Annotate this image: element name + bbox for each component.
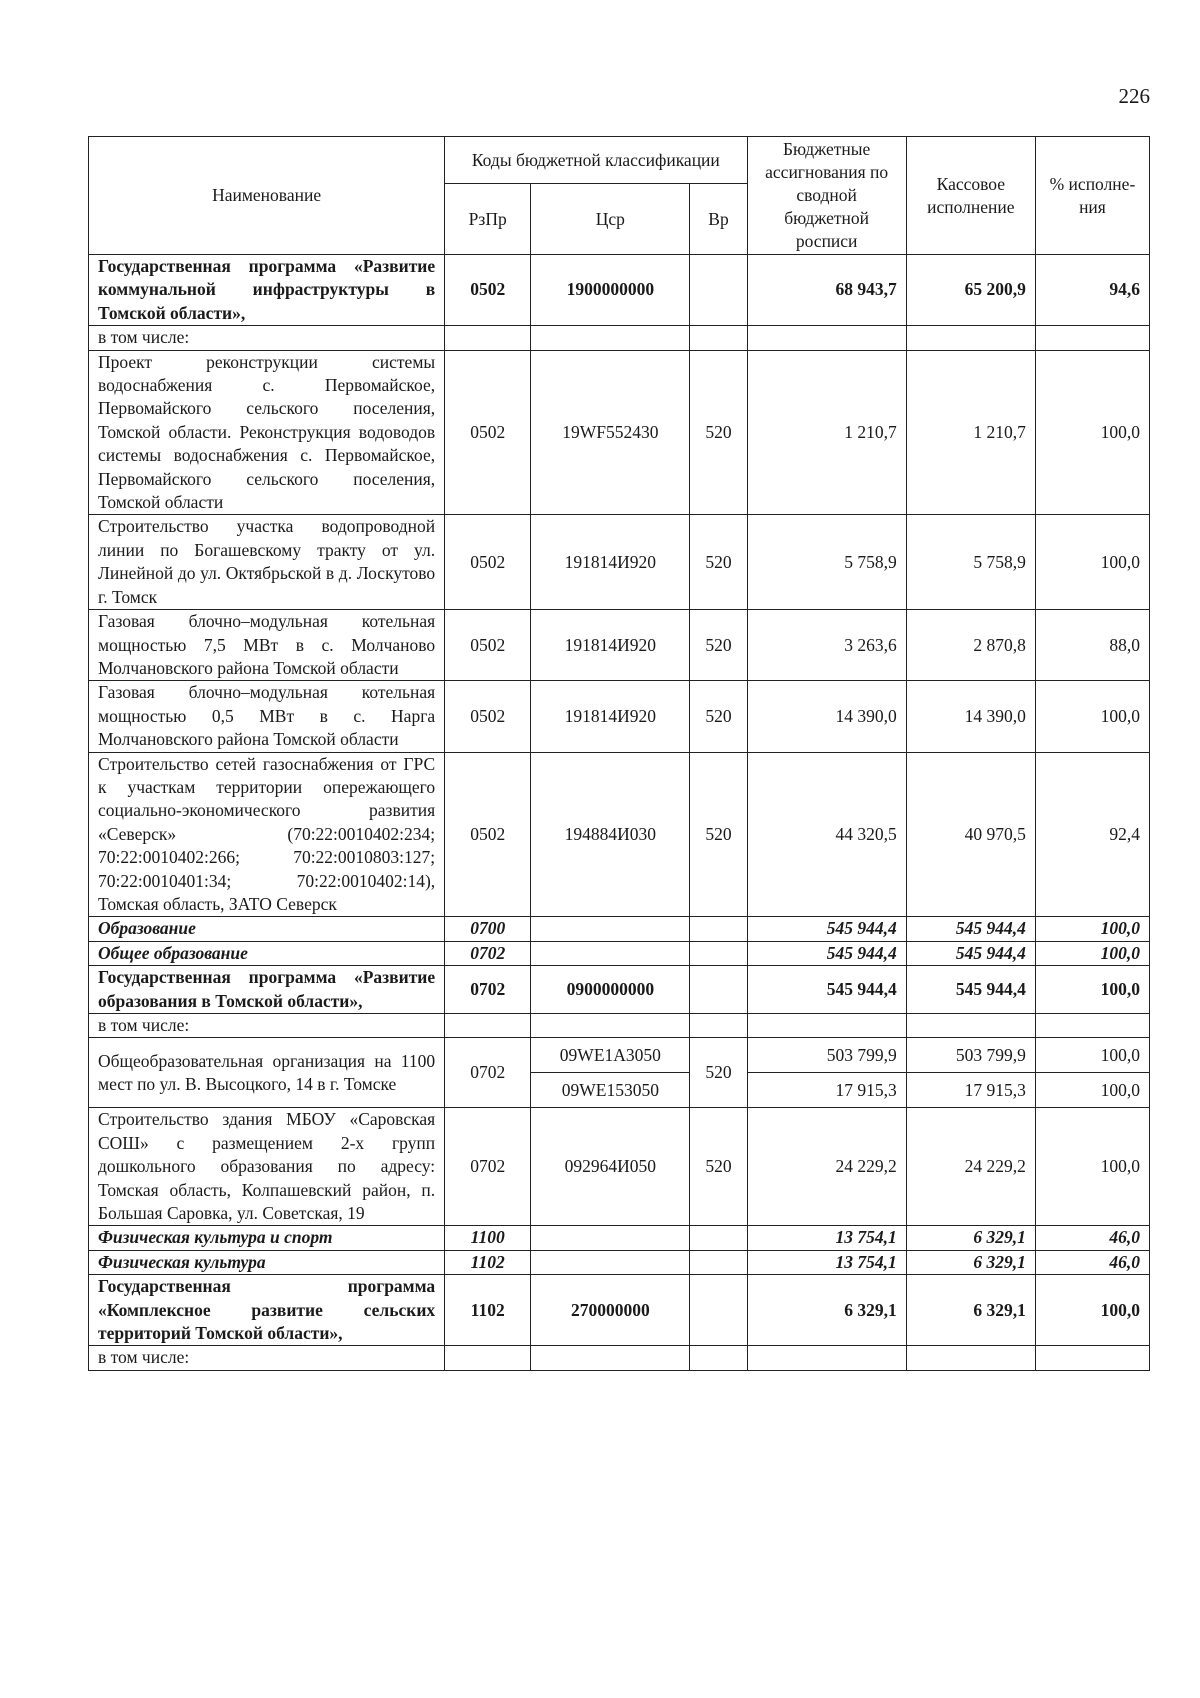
row-name: Государственная программа «Развитие коммунальной инфраструктуры в Томской области», [89, 255, 445, 326]
row-exec: 24 229,2 [906, 1108, 1035, 1226]
table-row [89, 1108, 1150, 1226]
section-row [89, 1226, 1150, 1250]
row-name: Общеобразовательная организация на 1100 мест по ул. В. Высоцкого, 14 в г. Томске [89, 1038, 445, 1108]
empty-cell [531, 1014, 690, 1038]
row-csr [531, 941, 690, 965]
row-exec: 65 200,9 [906, 255, 1035, 326]
table-row [89, 610, 1150, 681]
row-assign: 44 320,5 [747, 752, 906, 917]
row-exec: 6 329,1 [906, 1250, 1035, 1274]
row-assign: 545 944,4 [747, 941, 906, 965]
row-vr [690, 1250, 747, 1274]
row-pct: 100,0 [1035, 350, 1149, 515]
section-row [89, 941, 1150, 965]
row-vr: 520 [690, 350, 747, 515]
row-assign: 545 944,4 [747, 917, 906, 941]
empty-cell [747, 1346, 906, 1370]
section-row [89, 1250, 1150, 1274]
row-vr [690, 941, 747, 965]
row-pct: 100,0 [1035, 941, 1149, 965]
empty-cell [445, 1346, 531, 1370]
row-name: Строительство участка водопроводной линии по Богашевскому тракту от ул. Линейной до ул. Октябрьской в д. Лоскутово г. Томск [89, 515, 445, 610]
row-rzpr: 0502 [445, 515, 531, 610]
row-assign: 24 229,2 [747, 1108, 906, 1226]
row-rzpr: 0502 [445, 752, 531, 917]
row-exec: 6 329,1 [906, 1226, 1035, 1250]
header-rzpr: РзПр [445, 184, 531, 255]
row-pct: 100,0 [1035, 515, 1149, 610]
row-csr: 092964И050 [531, 1108, 690, 1226]
row-exec: 40 970,5 [906, 752, 1035, 917]
row-vr: 520 [690, 1038, 747, 1108]
row-vr: 520 [690, 1108, 747, 1226]
program-row [89, 966, 1150, 1014]
row-csr: 0900000000 [531, 966, 690, 1014]
row-exec: 6 329,1 [906, 1275, 1035, 1346]
row-exec: 1 210,7 [906, 350, 1035, 515]
row-assign: 5 758,9 [747, 515, 906, 610]
row-rzpr: 1102 [445, 1250, 531, 1274]
row-exec: 545 944,4 [906, 917, 1035, 941]
row-vr [690, 966, 747, 1014]
row-rzpr: 0502 [445, 255, 531, 326]
subtotal-caption-row [89, 326, 1150, 350]
row-name: Физическая культура [89, 1250, 445, 1274]
row-assign: 13 754,1 [747, 1250, 906, 1274]
row-name: в том числе: [89, 1014, 445, 1038]
row-pct: 46,0 [1035, 1250, 1149, 1274]
row-pct: 94,6 [1035, 255, 1149, 326]
row-vr: 520 [690, 515, 747, 610]
row-pct: 46,0 [1035, 1226, 1149, 1250]
row-rzpr: 1102 [445, 1275, 531, 1346]
empty-cell [531, 326, 690, 350]
empty-cell [1035, 1014, 1149, 1038]
row-csr: 09WE1A3050 [531, 1038, 690, 1073]
row-rzpr: 0502 [445, 350, 531, 515]
row-csr [531, 1250, 690, 1274]
empty-cell [445, 326, 531, 350]
row-pct: 100,0 [1035, 1275, 1149, 1346]
row-exec: 545 944,4 [906, 941, 1035, 965]
row-rzpr: 0702 [445, 941, 531, 965]
row-csr: 191814И920 [531, 610, 690, 681]
table-row [89, 515, 1150, 610]
row-csr: 194884И030 [531, 752, 690, 917]
empty-cell [690, 1346, 747, 1370]
empty-cell [747, 326, 906, 350]
empty-cell [690, 1014, 747, 1038]
row-rzpr: 0702 [445, 1038, 531, 1108]
page-number: 226 [1118, 84, 1150, 108]
row-rzpr: 0502 [445, 681, 531, 752]
row-vr [690, 255, 747, 326]
empty-cell [1035, 326, 1149, 350]
row-name: Физическая культура и спорт [89, 1226, 445, 1250]
row-pct: 100,0 [1035, 1108, 1149, 1226]
section-row [89, 917, 1150, 941]
row-rzpr: 0502 [445, 610, 531, 681]
row-csr: 191814И920 [531, 515, 690, 610]
header-csr: Цср [531, 184, 690, 255]
row-assign: 17 915,3 [747, 1073, 906, 1108]
row-csr: 09WE153050 [531, 1073, 690, 1108]
row-exec: 503 799,9 [906, 1038, 1035, 1073]
row-vr [690, 1275, 747, 1346]
empty-cell [747, 1014, 906, 1038]
header-percent: % исполне-ния [1035, 137, 1149, 255]
row-assign: 6 329,1 [747, 1275, 906, 1346]
row-name: Газовая блочно–модульная котельная мощностью 7,5 МВт в с. Молчаново Молчановского района Томской области [89, 610, 445, 681]
row-name: Общее образование [89, 941, 445, 965]
table-header [89, 137, 1150, 255]
table-row [89, 1038, 1150, 1073]
table-row [89, 681, 1150, 752]
row-pct: 100,0 [1035, 966, 1149, 1014]
row-rzpr: 0702 [445, 1108, 531, 1226]
row-name: Строительство здания МБОУ «Саровская СОШ» с размещением 2-х групп дошкольного образования по адресу: Томская область, Колпашевский район, п. Большая Саровка, ул. Советская, 19 [89, 1108, 445, 1226]
row-assign: 13 754,1 [747, 1226, 906, 1250]
row-pct: 100,0 [1035, 917, 1149, 941]
row-name: Строительство сетей газоснабжения от ГРС к участкам территории опережающего социально-экономического развития «Северск» (70:22:0010402:234; 70:22:0010402:266; 70:22:0010803:127; 70:22:0010401:34; 70:22:0010402:14), Томская область, ЗАТО Северск [89, 752, 445, 917]
row-assign: 14 390,0 [747, 681, 906, 752]
subtotal-caption-row [89, 1014, 1150, 1038]
row-csr: 270000000 [531, 1275, 690, 1346]
row-vr [690, 1226, 747, 1250]
row-pct: 100,0 [1035, 681, 1149, 752]
program-row [89, 255, 1150, 326]
header-name: Наименование [89, 137, 445, 255]
program-row [89, 1275, 1150, 1346]
row-assign: 503 799,9 [747, 1038, 906, 1073]
row-name: в том числе: [89, 326, 445, 350]
row-pct: 92,4 [1035, 752, 1149, 917]
row-pct: 100,0 [1035, 1073, 1149, 1108]
row-vr: 520 [690, 610, 747, 681]
empty-cell [906, 1014, 1035, 1038]
row-rzpr: 0700 [445, 917, 531, 941]
row-assign: 545 944,4 [747, 966, 906, 1014]
row-csr [531, 1226, 690, 1250]
row-name: Государственная программа «Комплексное развитие сельских территорий Томской области», [89, 1275, 445, 1346]
row-csr: 19WF552430 [531, 350, 690, 515]
row-vr [690, 917, 747, 941]
empty-cell [906, 326, 1035, 350]
row-name: Образование [89, 917, 445, 941]
row-rzpr: 1100 [445, 1226, 531, 1250]
row-assign: 1 210,7 [747, 350, 906, 515]
row-name: в том числе: [89, 1346, 445, 1370]
row-vr: 520 [690, 681, 747, 752]
row-name: Государственная программа «Развитие образования в Томской области», [89, 966, 445, 1014]
row-name: Газовая блочно–модульная котельная мощностью 0,5 МВт в с. Нарга Молчановского района Томской области [89, 681, 445, 752]
header-execution: Кассовое исполнение [906, 137, 1035, 255]
row-pct: 88,0 [1035, 610, 1149, 681]
row-assign: 68 943,7 [747, 255, 906, 326]
header-vr: Вр [690, 184, 747, 255]
row-exec: 17 915,3 [906, 1073, 1035, 1108]
row-exec: 545 944,4 [906, 966, 1035, 1014]
header-assignments: Бюджетные ассигнования по сводной бюджетной росписи [747, 137, 906, 255]
empty-cell [906, 1346, 1035, 1370]
row-pct: 100,0 [1035, 1038, 1149, 1073]
header-codes: Коды бюджетной классификации [445, 137, 747, 184]
row-exec: 14 390,0 [906, 681, 1035, 752]
row-csr [531, 917, 690, 941]
row-vr: 520 [690, 752, 747, 917]
empty-cell [531, 1346, 690, 1370]
row-csr: 191814И920 [531, 681, 690, 752]
row-name: Проект реконструкции системы водоснабжения с. Первомайское, Первомайского сельского поселения, Томской области. Реконструкция водоводов системы водоснабжения с. Первомайское, Первомайского сельского поселения, Томской области [89, 350, 445, 515]
row-csr: 1900000000 [531, 255, 690, 326]
table-row [89, 752, 1150, 917]
row-assign: 3 263,6 [747, 610, 906, 681]
empty-cell [445, 1014, 531, 1038]
table-row [89, 350, 1150, 515]
row-rzpr: 0702 [445, 966, 531, 1014]
row-exec: 2 870,8 [906, 610, 1035, 681]
subtotal-caption-row [89, 1346, 1150, 1370]
table-body [89, 255, 1150, 1371]
budget-table [88, 136, 1150, 1371]
empty-cell [690, 326, 747, 350]
row-exec: 5 758,9 [906, 515, 1035, 610]
empty-cell [1035, 1346, 1149, 1370]
